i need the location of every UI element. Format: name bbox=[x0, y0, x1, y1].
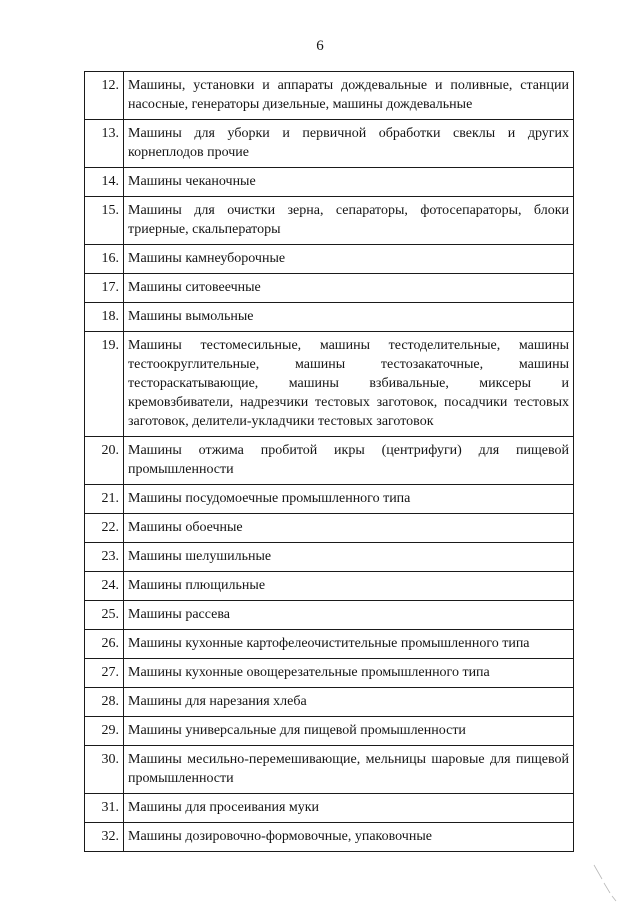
row-text: Машины вымольные bbox=[124, 303, 574, 332]
row-number: 16. bbox=[85, 245, 124, 274]
row-number: 18. bbox=[85, 303, 124, 332]
table-row bbox=[85, 601, 574, 630]
row-text: Машины дозировочно-формовочные, упаковочные bbox=[124, 823, 574, 852]
row-text: Машины посудомоечные промышленного типа bbox=[124, 485, 574, 514]
row-text: Машины чеканочные bbox=[124, 168, 574, 197]
row-number: 14. bbox=[85, 168, 124, 197]
row-number: 23. bbox=[85, 543, 124, 572]
row-number: 24. bbox=[85, 572, 124, 601]
table-row bbox=[85, 746, 574, 794]
row-number: 26. bbox=[85, 630, 124, 659]
row-text: Машины рассева bbox=[124, 601, 574, 630]
table-row bbox=[85, 688, 574, 717]
table-row bbox=[85, 823, 574, 852]
table-row bbox=[85, 514, 574, 543]
row-text: Машины плющильные bbox=[124, 572, 574, 601]
row-number: 20. bbox=[85, 437, 124, 485]
equipment-table bbox=[84, 71, 574, 852]
table-row bbox=[85, 274, 574, 303]
table-body bbox=[85, 72, 574, 852]
row-number: 15. bbox=[85, 197, 124, 245]
row-text: Машины ситовеечные bbox=[124, 274, 574, 303]
row-text: Машины камнеуборочные bbox=[124, 245, 574, 274]
table-row bbox=[85, 332, 574, 437]
row-number: 21. bbox=[85, 485, 124, 514]
row-text: Машины для уборки и первичной обработки свеклы и других корнеплодов прочие bbox=[124, 120, 574, 168]
row-number: 17. bbox=[85, 274, 124, 303]
row-text: Машины отжима пробитой икры (центрифуги) для пищевой промышленности bbox=[124, 437, 574, 485]
row-text: Машины для просеивания муки bbox=[124, 794, 574, 823]
row-text: Машины обоечные bbox=[124, 514, 574, 543]
page-number: 6 bbox=[316, 38, 324, 54]
table-row bbox=[85, 794, 574, 823]
table-row bbox=[85, 303, 574, 332]
row-text: Машины для нарезания хлеба bbox=[124, 688, 574, 717]
row-number: 28. bbox=[85, 688, 124, 717]
table-row bbox=[85, 485, 574, 514]
table-row bbox=[85, 197, 574, 245]
table-row bbox=[85, 120, 574, 168]
table-row bbox=[85, 630, 574, 659]
row-text: Машины тестомесильные, машины тестоделительные, машины тестоокруглительные, машины тестозакаточные, машины тестораскатывающие, машины взбивальные, миксеры и кремовзбиватели, надрезчики тестовых заготовок, посадчики тестовых заготовок, делители-укладчики тестовых заготовок bbox=[124, 332, 574, 437]
row-number: 32. bbox=[85, 823, 124, 852]
row-number: 30. bbox=[85, 746, 124, 794]
table-row bbox=[85, 717, 574, 746]
row-number: 27. bbox=[85, 659, 124, 688]
row-number: 13. bbox=[85, 120, 124, 168]
table-row bbox=[85, 437, 574, 485]
row-number: 19. bbox=[85, 332, 124, 437]
row-text: Машины кухонные картофелеочистительные промышленного типа bbox=[124, 630, 574, 659]
row-number: 22. bbox=[85, 514, 124, 543]
row-text: Машины для очистки зерна, сепараторы, фотосепараторы, блоки триерные, скальператоры bbox=[124, 197, 574, 245]
row-text: Машины кухонные овощерезательные промышленного типа bbox=[124, 659, 574, 688]
row-number: 12. bbox=[85, 72, 124, 120]
row-text: Машины универсальные для пищевой промышленности bbox=[124, 717, 574, 746]
row-number: 29. bbox=[85, 717, 124, 746]
scan-mark bbox=[590, 863, 620, 903]
row-number: 31. bbox=[85, 794, 124, 823]
table-row bbox=[85, 72, 574, 120]
row-text: Машины, установки и аппараты дождевальные и поливные, станции насосные, генераторы дизельные, машины дождевальные bbox=[124, 72, 574, 120]
row-text: Машины месильно-перемешивающие, мельницы шаровые для пищевой промышленности bbox=[124, 746, 574, 794]
table-row bbox=[85, 168, 574, 197]
table-row bbox=[85, 543, 574, 572]
table-row bbox=[85, 245, 574, 274]
table-row bbox=[85, 572, 574, 601]
row-number: 25. bbox=[85, 601, 124, 630]
table-row bbox=[85, 659, 574, 688]
row-text: Машины шелушильные bbox=[124, 543, 574, 572]
